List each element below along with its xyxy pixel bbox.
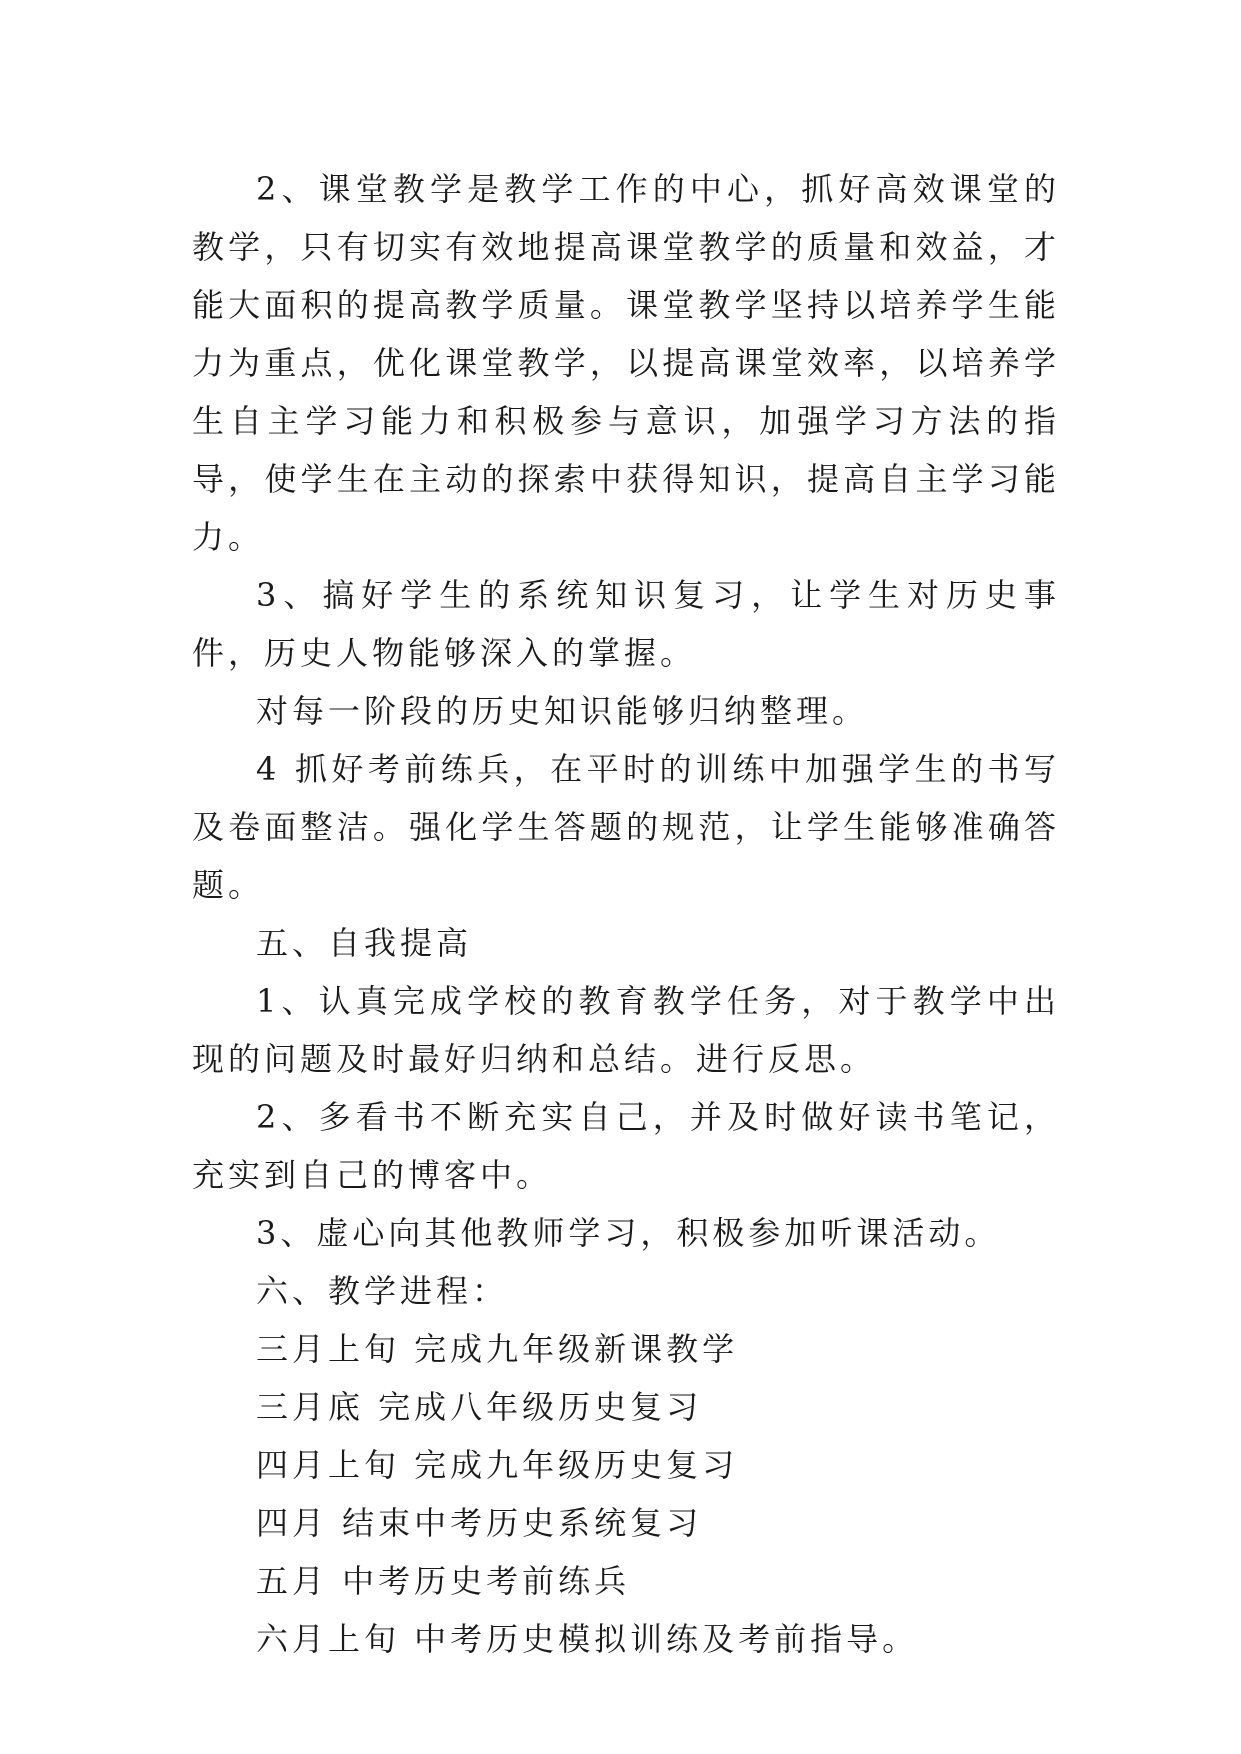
schedule-item: 三月上旬 完成九年级新课教学	[256, 1330, 739, 1368]
paragraph-systematic-review: 3、搞好学生的系统知识复习，让学生对历史事件，历史人物能够深入的掌握。	[192, 576, 1060, 672]
section-heading-self-improvement: 五、自我提高	[256, 924, 473, 962]
paragraph-classroom-teaching: 2、课堂教学是教学工作的中心，抓好高效课堂的教学，只有切实有效地提高课堂教学的质量和效益，才能大面积的提高教学质量。课堂教学坚持以培养学生能力为重点，优化课堂教学，以提高课堂效率，以培养学生自主学习能力和积极参与意识，加强学习方法的指导，使学生在主动的探索中获得知识，提高自主学习能力。	[192, 170, 1060, 556]
schedule-item: 四月上旬 完成九年级历史复习	[256, 1446, 739, 1484]
section-heading-teaching-schedule: 六、教学进程：	[256, 1272, 509, 1310]
schedule-item: 五月 中考历史考前练兵	[256, 1562, 631, 1600]
document-body	[192, 160, 1060, 1668]
paragraph-stage-summary: 对每一阶段的历史知识能够归纳整理。	[256, 692, 869, 730]
paragraph-reading-notes: 2、多看书不断充实自己，并及时做好读书笔记，充实到自己的博客中。	[192, 1098, 1060, 1194]
schedule-item: 六月上旬 中考历史模拟训练及考前指导。	[256, 1620, 919, 1658]
paragraph-learn-from-teachers: 3、虚心向其他教师学习，积极参加听课活动。	[256, 1214, 1001, 1252]
schedule-item: 四月 结束中考历史系统复习	[256, 1504, 703, 1542]
schedule-item: 三月底 完成八年级历史复习	[256, 1388, 703, 1426]
paragraph-exam-practice: 4 抓好考前练兵，在平时的训练中加强学生的书写及卷面整洁。强化学生答题的规范，让学生能够准确答题。	[192, 750, 1060, 904]
paragraph-complete-tasks: 1、认真完成学校的教育教学任务，对于教学中出现的问题及时最好归纳和总结。进行反思。	[192, 982, 1060, 1078]
